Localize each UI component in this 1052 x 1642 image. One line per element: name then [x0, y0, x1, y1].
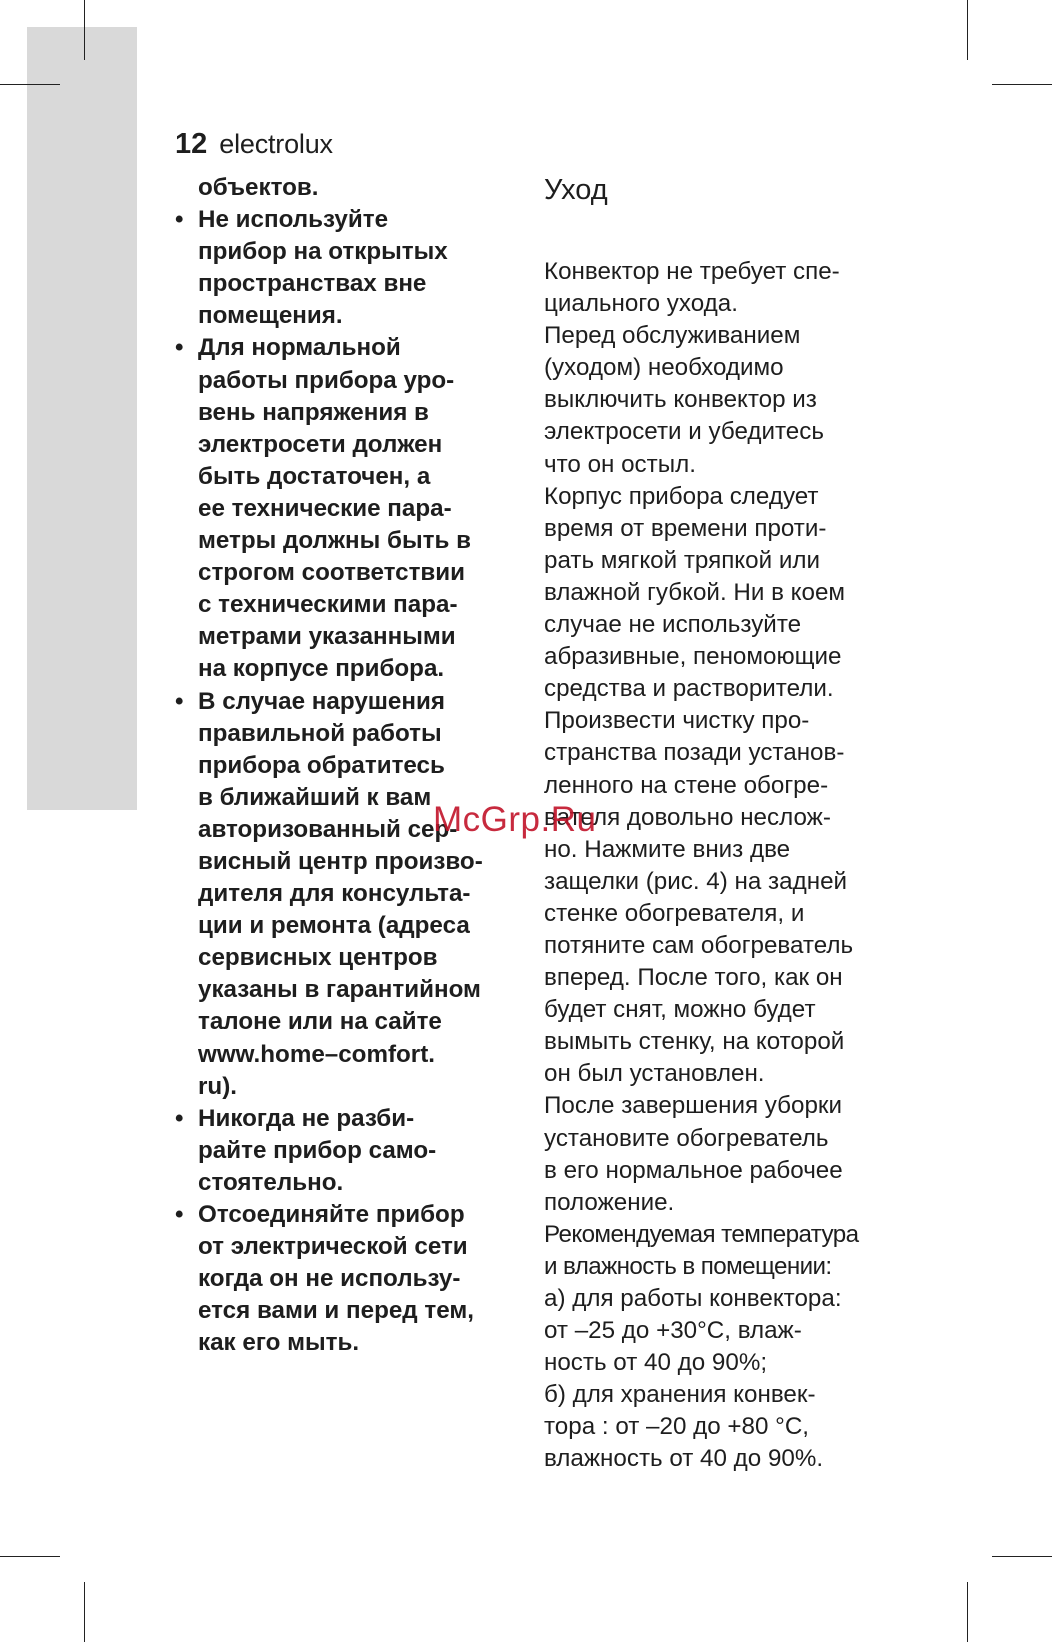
safety-bullet-item [175, 332, 520, 685]
bullet-line: как его мыть. [198, 1329, 360, 1357]
care-text-line: ность от 40 до 90%; [544, 1349, 768, 1377]
care-text-line: выключить конвектор из [544, 386, 817, 414]
crop-mark-top-right-horizontal [992, 84, 1052, 85]
care-text-line: (уходом) необходимо [544, 354, 784, 382]
care-text-line: вымыть стенку, на которой [544, 1028, 845, 1056]
care-text-line: странства позади установ- [544, 739, 845, 767]
care-text-line: защелки (рис. 4) на задней [544, 867, 848, 895]
bullet-line: помещения. [198, 302, 343, 330]
bullet-line: Для нормальной [198, 334, 401, 362]
care-text-line: ленного на стене обогре- [544, 771, 829, 799]
care-text-line: стенке обогревателя, и [544, 899, 805, 927]
care-text-line: потяните сам обогреватель [544, 931, 854, 959]
care-text-line: и влажность в помещении: [544, 1252, 832, 1280]
bullet-line: Никогда не разби- [198, 1104, 415, 1132]
bullet-line: сервисных центров [198, 944, 438, 972]
bullet-line: от электрической сети [198, 1233, 468, 1261]
care-section-body [544, 256, 904, 1476]
bullet-line: когда он не использу- [198, 1265, 461, 1293]
bullet-line: работы прибора уро- [198, 366, 455, 394]
bullet-line: пространствах вне [198, 270, 427, 298]
side-tab-decoration [27, 27, 137, 810]
bullet-icon: • [175, 687, 184, 715]
safety-bullet-item [175, 204, 520, 332]
safety-bullet-item [175, 686, 520, 1103]
care-text-line: рать мягкой тряпкой или [544, 546, 820, 574]
care-text-line: он был установлен. [544, 1060, 765, 1088]
care-text-line: а) для работы конвектора: [544, 1285, 842, 1312]
safety-bullet-item [175, 1199, 520, 1359]
bullet-line: на корпусе прибора. [198, 655, 445, 683]
bullet-line: райте прибор само- [198, 1136, 437, 1164]
bullet-line: с техническими пара- [198, 591, 458, 619]
bullet-icon: • [175, 206, 184, 234]
care-text-line: случае не используйте [544, 611, 802, 639]
care-text-line: установите обогреватель [544, 1124, 829, 1152]
safety-instructions-column [175, 172, 520, 1359]
care-text-line: Рекомендуемая температура [544, 1220, 859, 1248]
bullet-line: прибор на открытых [198, 238, 448, 266]
care-text-line: абразивные, пеномоющие [544, 643, 842, 671]
bullet-line: ции и ремонта (адреса [198, 912, 470, 940]
care-text-line: циального ухода. [544, 290, 738, 318]
bullet-line: авторизованный сер- [198, 815, 458, 843]
bullet-line: В случае нарушения [198, 687, 445, 715]
bullet-line: висный центр произво- [198, 847, 483, 875]
care-text-line: Конвектор не требует спе- [544, 258, 840, 285]
bullet-line: вень напряжения в [198, 398, 429, 426]
care-text-line: Перед обслуживанием [544, 322, 801, 350]
care-text-line: влажной губкой. Ни в коем [544, 578, 846, 606]
bullet-icon: • [175, 1104, 184, 1132]
care-text-line: от –25 до +30°C, влаж- [544, 1317, 802, 1345]
crop-mark-top-left-horizontal [0, 84, 60, 85]
care-text-line: время от времени проти- [544, 514, 827, 542]
crop-mark-top-right-vertical [967, 0, 968, 60]
care-text-line: влажность от 40 до 90%. [544, 1445, 824, 1473]
crop-mark-bottom-left-vertical [84, 1582, 85, 1642]
care-text-line: электросети и убедитесь [544, 418, 824, 446]
page-number: 12 [175, 128, 208, 160]
care-text-line: средства и растворители. [544, 675, 834, 703]
crop-mark-bottom-right-horizontal [992, 1556, 1052, 1557]
care-text-line: тора : от –20 до +80 °C, [544, 1413, 810, 1441]
bullet-line: в ближайший к вам [198, 783, 432, 811]
crop-mark-bottom-left-horizontal [0, 1556, 60, 1557]
watermark: McGrp.Ru [433, 800, 597, 839]
bullet-line: прибора обратитесь [198, 751, 445, 779]
bullet-line: электросети должен [198, 430, 443, 458]
bullet-line: метры должны быть в [198, 527, 471, 555]
continuation-text: объектов. [198, 174, 319, 201]
crop-mark-top-left-vertical [84, 0, 85, 60]
care-text-line: в его нормальное рабочее [544, 1156, 843, 1184]
bullet-line: талоне или на сайте [198, 1008, 442, 1036]
bullet-icon: • [175, 334, 184, 362]
care-text-line: После завершения уборки [544, 1092, 842, 1120]
bullet-line: ru). [198, 1072, 237, 1100]
bullet-line: ется вами и перед тем, [198, 1297, 474, 1325]
bullet-line: быть достаточен, а [198, 462, 431, 490]
bullet-line: ее технические пара- [198, 494, 452, 522]
bullet-line: www.home–comfort. [198, 1040, 435, 1068]
care-text-line: что он остыл. [544, 450, 696, 478]
care-section-column [544, 172, 904, 1476]
bullet-line: строгом соответствии [198, 559, 466, 587]
care-text-line: Корпус прибора следует [544, 482, 819, 510]
bullet-line: правильной работы [198, 719, 442, 747]
bullet-line: стоятельно. [198, 1168, 344, 1196]
safety-bullet-list [175, 204, 520, 1359]
bullet-line: Не используйте [198, 206, 389, 234]
safety-bullet-item [175, 1103, 520, 1199]
care-text-line: б) для хранения конвек- [544, 1381, 816, 1409]
page-header [175, 128, 333, 168]
bullet-icon: • [175, 1201, 184, 1228]
care-text-line: но. Нажмите вниз две [544, 835, 791, 863]
care-text-line: положение. [544, 1188, 675, 1216]
care-text-line: вателя довольно неслож- [544, 803, 831, 831]
care-text-line: Произвести чистку про- [544, 707, 810, 735]
crop-mark-bottom-right-vertical [967, 1582, 968, 1642]
section-title: Уход [544, 174, 608, 206]
brand-name: electrolux [219, 129, 333, 159]
care-text-line: вперед. После того, как он [544, 964, 843, 992]
care-text-line: будет снят, можно будет [544, 996, 816, 1024]
bullet-line: метрами указанными [198, 623, 456, 651]
bullet-line: дителя для консульта- [198, 880, 471, 908]
bullet-line: Отсоединяйте прибор [198, 1201, 465, 1228]
bullet-line: указаны в гарантийном [198, 976, 481, 1004]
